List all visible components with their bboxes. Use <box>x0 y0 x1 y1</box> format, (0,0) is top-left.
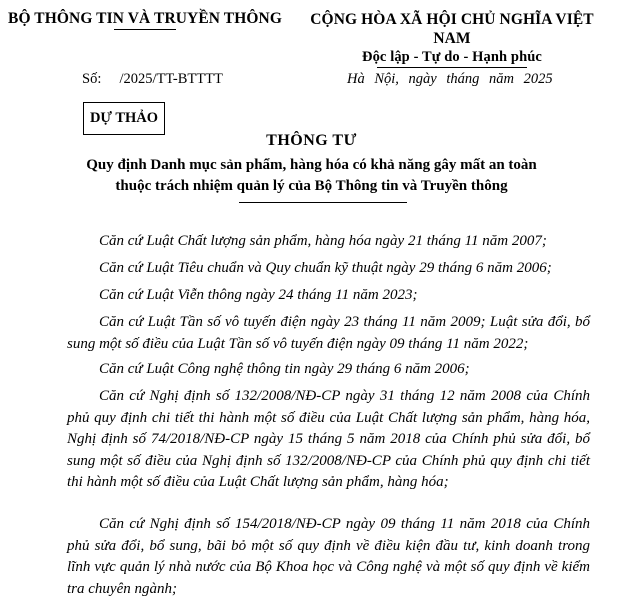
legal-basis-item: Căn cứ Luật Công nghệ thông tin ngày 29 tháng 6 năm 2006; <box>99 361 470 377</box>
national-header <box>292 10 612 68</box>
legal-basis-item: Căn cứ Luật Tần số vô tuyến điện ngày 23 tháng 11 năm 2009; Luật sửa đổi, bổ sung một số điều của Luật Tần số vô tuyến điện ngày 09 tháng 11 năm 2022; <box>67 314 590 352</box>
country-name: CỘNG HÒA XÃ HỘI CHỦ NGHĨA VIỆT NAM <box>310 11 594 47</box>
place-date: Hà Nội, ngày tháng năm 2025 <box>347 71 553 87</box>
national-motto: Độc lập - Tự do - Hạnh phúc <box>362 49 542 65</box>
agency-name: BỘ THÔNG TIN VÀ TRUYỀN THÔNG <box>8 10 282 27</box>
issuing-agency <box>0 10 290 30</box>
title-line: thuộc trách nhiệm quản lý của Bộ Thông tin và Truyền thông <box>115 178 508 194</box>
legal-basis-item: Căn cứ Nghị định số 132/2008/NĐ-CP ngày 31 tháng 12 năm 2008 của Chính phủ quy định chi tiết thi hành một số điều của Luật Chất lượng sản phẩm, hàng hóa, Nghị định số 74/2018/NĐ-CP ngày 15 tháng 5 năm 2018 của Chính phủ sửa đổi, bổ sung một số điều của Nghị định số 132/2008/NĐ-CP của Chính phủ quy định chi tiết thi hành một số điều của Luật Chất lượng sản phẩm, hàng hóa; <box>67 388 590 490</box>
legal-basis-item: Căn cứ Nghị định số 154/2018/NĐ-CP ngày 09 tháng 11 năm 2018 của Chính phủ sửa đổi, bổ sung, bãi bỏ một số quy định về điều kiện đầu tư, kinh doanh trong lĩnh vực quản lý nhà nước của Bộ Khoa học và Công nghệ và một số quy định về kiểm tra chuyên ngành; <box>67 516 590 597</box>
draft-label: DỰ THẢO <box>89 110 159 126</box>
legal-basis-item: Căn cứ Luật Chất lượng sản phẩm, hàng hóa ngày 21 tháng 11 năm 2007; <box>99 233 547 249</box>
number-label: Số: <box>82 71 102 87</box>
legal-basis-item: Căn cứ Luật Tiêu chuẩn và Quy chuẩn kỹ thuật ngày 29 tháng 6 năm 2006; <box>99 260 552 276</box>
title-line: Quy định Danh mục sản phẩm, hàng hóa có khả năng gây mất an toàn <box>86 157 537 173</box>
number-value: /2025/TT-BTTTT <box>119 71 223 87</box>
document-number <box>82 71 223 88</box>
draft-stamp <box>83 102 165 135</box>
title-underline <box>239 202 407 203</box>
legal-basis-item: Căn cứ Luật Viễn thông ngày 24 tháng 11 năm 2023; <box>99 287 418 303</box>
motto-underline <box>377 67 527 68</box>
document-type: THÔNG TƯ <box>266 132 357 149</box>
document-title <box>40 155 583 197</box>
agency-underline <box>114 29 176 30</box>
